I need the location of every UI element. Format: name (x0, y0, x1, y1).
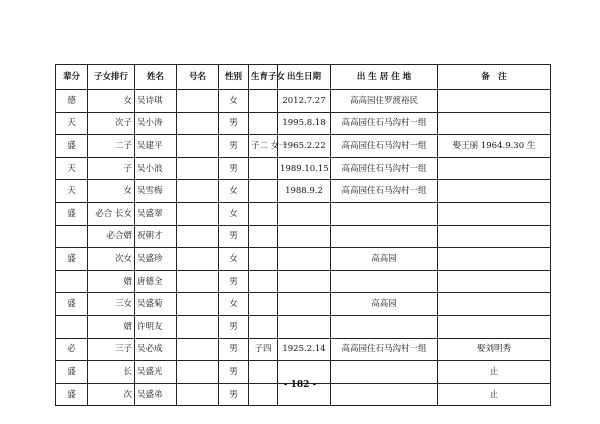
generation-cell: 盛 (56, 361, 88, 384)
residence-cell (331, 270, 438, 293)
residence-cell: 高高园 (331, 248, 438, 271)
notes-cell (438, 90, 551, 113)
rank-cell: 婿 (88, 270, 135, 293)
rank-cell: 女 (88, 180, 135, 203)
children-cell (249, 293, 278, 316)
birth-date-cell (278, 270, 331, 293)
birth-date-cell (278, 202, 331, 225)
residence-cell: 高高园 (331, 293, 438, 316)
genealogy-table (55, 64, 551, 406)
generation-cell: 盛 (56, 383, 88, 406)
name-cell: 吴建平 (135, 135, 177, 158)
children-cell: 子四 (249, 338, 278, 361)
rank-cell: 次子 (88, 112, 135, 135)
name-cell: 许明友 (135, 315, 177, 338)
name-cell: 吴盛菊 (135, 293, 177, 316)
generation-cell: 天 (56, 112, 88, 135)
header-notes: 备 注 (438, 65, 551, 90)
children-cell (249, 315, 278, 338)
children-cell (249, 248, 278, 271)
sex-cell: 男 (219, 157, 249, 180)
alias-cell (177, 202, 219, 225)
table-row (56, 112, 551, 135)
generation-cell (56, 225, 88, 248)
children-cell (249, 202, 278, 225)
rank-cell: 三女 (88, 293, 135, 316)
generation-cell: 天 (56, 157, 88, 180)
header-alias: 号名 (177, 65, 219, 90)
header-name: 姓名 (135, 65, 177, 90)
notes-cell (438, 225, 551, 248)
name-cell: 吴小浪 (135, 157, 177, 180)
name-cell: 吴盛珍 (135, 248, 177, 271)
generation-cell: 盛 (56, 293, 88, 316)
name-cell: 吴必成 (135, 338, 177, 361)
notes-cell: 娶王丽 1964.9.30 生 (438, 135, 551, 158)
sex-cell: 女 (219, 90, 249, 113)
sex-cell: 男 (219, 135, 249, 158)
table-body (56, 90, 551, 406)
notes-cell (438, 202, 551, 225)
children-cell (249, 270, 278, 293)
alias-cell (177, 338, 219, 361)
notes-cell (438, 270, 551, 293)
table-row (56, 293, 551, 316)
residence-cell: 高高园住石马沟村一组 (331, 157, 438, 180)
name-cell: 祝朝才 (135, 225, 177, 248)
rank-cell: 次 (88, 383, 135, 406)
rank-cell: 次女 (88, 248, 135, 271)
alias-cell (177, 180, 219, 203)
generation-cell (56, 270, 88, 293)
notes-cell (438, 112, 551, 135)
name-cell: 唐德全 (135, 270, 177, 293)
table-row (56, 90, 551, 113)
residence-cell (331, 315, 438, 338)
notes-cell: 止 (438, 383, 551, 406)
rank-cell: 必合 长女 (88, 202, 135, 225)
generation-cell: 德 (56, 90, 88, 113)
residence-cell: 高高园住石马沟村一组 (331, 112, 438, 135)
header-row (56, 65, 551, 90)
birth-date-cell: 1988.9.2 (278, 180, 331, 203)
header-born: 生育子女 (249, 65, 278, 90)
generation-cell: 盛 (56, 248, 88, 271)
residence-cell: 高高园住石马沟村一组 (331, 338, 438, 361)
sex-cell: 女 (219, 202, 249, 225)
alias-cell (177, 248, 219, 271)
rank-cell: 长 (88, 361, 135, 384)
sex-cell: 女 (219, 180, 249, 203)
header-rank: 子女排行 (88, 65, 135, 90)
children-cell (249, 180, 278, 203)
alias-cell (177, 315, 219, 338)
notes-cell: 娶刘明秀 (438, 338, 551, 361)
table-row (56, 225, 551, 248)
notes-cell (438, 180, 551, 203)
name-cell: 吴小涛 (135, 112, 177, 135)
birth-date-cell: 1925.2.14 (278, 338, 331, 361)
table-row (56, 338, 551, 361)
sex-cell: 男 (219, 338, 249, 361)
notes-cell (438, 157, 551, 180)
birth-date-cell (278, 315, 331, 338)
table-row (56, 315, 551, 338)
header-residence: 出 生 居 住 地 (331, 65, 438, 90)
birth-date-cell (278, 293, 331, 316)
sex-cell: 男 (219, 112, 249, 135)
table-row (56, 270, 551, 293)
children-cell (249, 225, 278, 248)
table-row (56, 180, 551, 203)
alias-cell (177, 157, 219, 180)
name-cell: 吴雪梅 (135, 180, 177, 203)
notes-cell (438, 248, 551, 271)
notes-cell (438, 293, 551, 316)
birth-date-cell (278, 225, 331, 248)
name-cell: 吴盛弟 (135, 383, 177, 406)
residence-cell (331, 202, 438, 225)
generation-cell: 必 (56, 338, 88, 361)
header-sex: 性别 (219, 65, 249, 90)
header-generation: 辈分 (56, 65, 88, 90)
table-row (56, 157, 551, 180)
rank-cell: 子 (88, 157, 135, 180)
alias-cell (177, 293, 219, 316)
residence-cell: 高高园住石马沟村一组 (331, 180, 438, 203)
sex-cell: 男 (219, 315, 249, 338)
birth-date-cell: 1995.8.18 (278, 112, 331, 135)
rank-cell: 二子 (88, 135, 135, 158)
table-row (56, 202, 551, 225)
alias-cell (177, 270, 219, 293)
generation-cell: 天 (56, 180, 88, 203)
generation-cell: 盛 (56, 202, 88, 225)
alias-cell (177, 135, 219, 158)
page-number: - 182 - (283, 380, 317, 390)
birth-date-cell: 2012.7.27 (278, 90, 331, 113)
rank-cell: 婿 (88, 315, 135, 338)
children-cell (249, 90, 278, 113)
name-cell: 吴诗琪 (135, 90, 177, 113)
birth-date-cell (278, 248, 331, 271)
alias-cell (177, 112, 219, 135)
sex-cell: 女 (219, 248, 249, 271)
birth-date-cell: 1965.2.22 (278, 135, 331, 158)
residence-cell (331, 225, 438, 248)
rank-cell: 三子 (88, 338, 135, 361)
rank-cell: 女 (88, 90, 135, 113)
children-cell (249, 157, 278, 180)
alias-cell (177, 90, 219, 113)
sex-cell: 男 (219, 361, 249, 384)
children-cell (249, 112, 278, 135)
children-cell: 子二 女一 (249, 135, 278, 158)
residence-cell: 高高园住罗渡裕民 (331, 90, 438, 113)
header-birth-date: 出生日期 (278, 65, 331, 90)
sex-cell: 男 (219, 225, 249, 248)
rank-cell: 必合婿 (88, 225, 135, 248)
sex-cell: 男 (219, 270, 249, 293)
name-cell: 吴盛光 (135, 361, 177, 384)
sex-cell: 女 (219, 293, 249, 316)
sex-cell: 男 (219, 383, 249, 406)
name-cell: 吴盛翠 (135, 202, 177, 225)
birth-date-cell: 1989.10.15 (278, 157, 331, 180)
notes-cell (438, 315, 551, 338)
table-row (56, 248, 551, 271)
residence-cell: 高高园住石马沟村一组 (331, 135, 438, 158)
alias-cell (177, 225, 219, 248)
table-row (56, 135, 551, 158)
generation-cell: 盛 (56, 135, 88, 158)
generation-cell (56, 315, 88, 338)
notes-cell: 止 (438, 361, 551, 384)
